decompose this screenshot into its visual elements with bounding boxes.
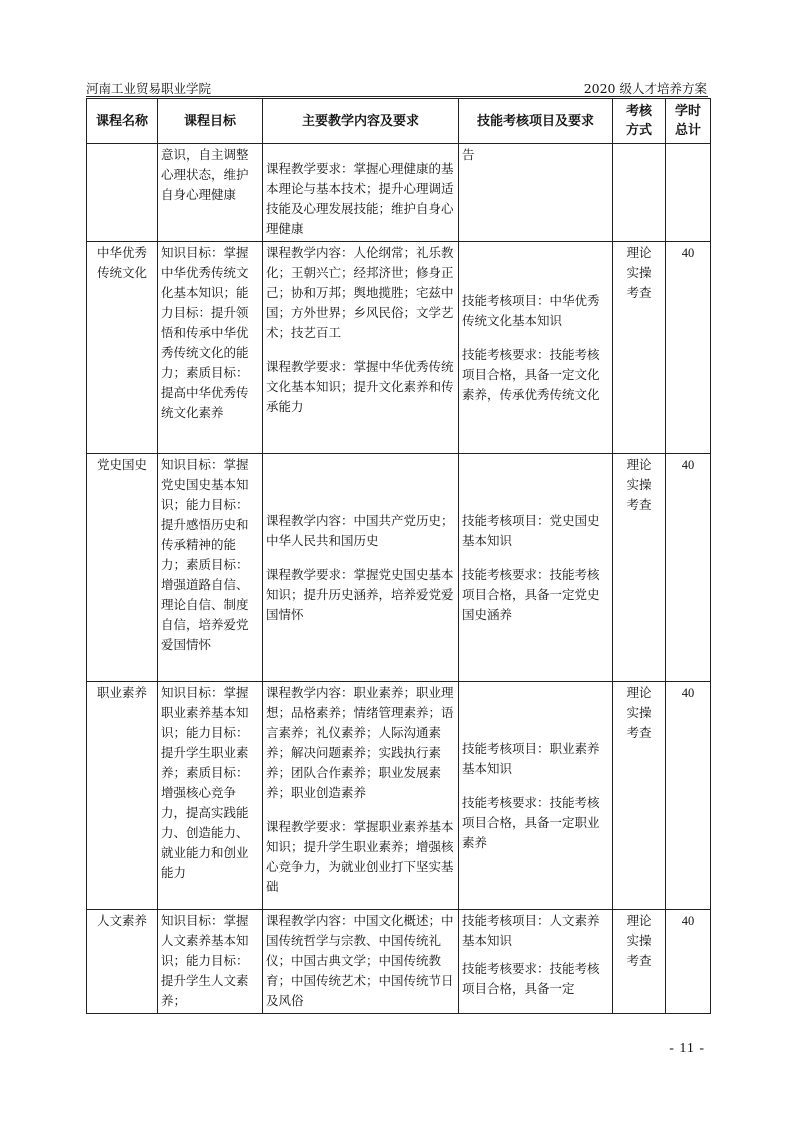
- skill-requirement: 技能考核要求：技能考核项目合格，具备一定党史国史涵养: [462, 566, 600, 622]
- total-hours: 40: [666, 454, 711, 682]
- skill-assessment: [459, 144, 613, 242]
- skill-assessment: [459, 910, 613, 1014]
- course-goal-text: 意识，自主调整心理状态，维护自身心理健康: [161, 147, 249, 202]
- teaching-content: [263, 454, 459, 682]
- teaching-main-content: 课程教学内容：职业素养；职业理想；品格素养；情绪管理素养；语言素养；礼仪素养；人际沟通素养；解决问题素养；实践执行素养；团队合作素养；职业发展素养；职业创造素养: [266, 685, 454, 800]
- skill-requirement: 技能考核要求：技能考核项目合格，具备一定职业素养: [462, 794, 600, 850]
- assessment-method: 理论 实操 考查: [613, 242, 666, 454]
- total-hours: 40: [666, 242, 711, 454]
- header-plan-title: 2020 级人才培养方案: [583, 81, 707, 96]
- teaching-requirement: 课程教学要求：掌握心理健康的基本理论与基本技术；提升心理调适技能及心理发展技能；维护自身心理健康: [266, 161, 454, 236]
- course-goal: 知识目标：掌握人文素养基本知识；能力目标：提升学生人文素养；: [158, 910, 263, 1014]
- assessment-method: [613, 144, 666, 242]
- course-goal: 知识目标：掌握中华优秀传统文化基本知识；能力目标：提升领悟和传承中华优秀传统文化的能力；素质目标：提高中华优秀传统文化素养: [158, 242, 263, 454]
- course-goal: 知识目标：掌握党史国史基本知识；能力目标：提升感悟历史和传承精神的能力；素质目标：增强道路自信、理论自信、制度自信，培养爱党爱国情怀: [158, 454, 263, 682]
- teaching-content: [263, 242, 459, 454]
- skill-assessment: [459, 682, 613, 910]
- total-hours: 40: [666, 910, 711, 1014]
- page-number: - 11 -: [669, 1041, 705, 1056]
- teaching-main-content: 课程教学内容：中国文化概述；中国传统哲学与宗教、中国传统礼仪；中国古典文学；中国传统教育；中国传统艺术；中国传统节日及风俗: [266, 913, 454, 1008]
- assessment-method: 理论 实操 考查: [613, 682, 666, 910]
- assessment-method: 理论 实操 考查: [613, 454, 666, 682]
- table-row: [87, 454, 711, 682]
- total-hours: [666, 144, 711, 242]
- skill-item: 告: [462, 147, 475, 162]
- course-name: 中华优秀 传统文化: [87, 242, 158, 454]
- teaching-main-content: 课程教学内容：人伦纲常；礼乐教化；王朝兴亡；经邦济世；修身正己；协和万邦；舆地揽胜；宅兹中国；方外世界；乡风民俗；文学艺术；技艺百工: [266, 245, 454, 340]
- course-goal: 知识目标：掌握职业素养基本知识；能力目标：提升学生职业素养；素质目标：增强核心竞争力，提高实践能力、创造能力、就业能力和创业能力: [158, 682, 263, 910]
- skill-item: 技能考核项目：人文素养基本知识: [462, 913, 600, 948]
- teaching-requirement: 课程教学要求：掌握中华优秀传统文化基本知识；提升文化素养和传承能力: [266, 359, 454, 414]
- skill-assessment: [459, 454, 613, 682]
- table-header-row: [87, 99, 711, 144]
- col-header-skill-assessment: 技能考核项目及要求: [459, 99, 613, 144]
- col-header-total-hours: 学时 总计: [666, 99, 711, 144]
- col-header-course-goal: 课程目标: [158, 99, 263, 144]
- teaching-content: [263, 682, 459, 910]
- col-header-teaching-content: 主要教学内容及要求: [263, 99, 459, 144]
- skill-item: 技能考核项目：中华优秀传统文化基本知识: [462, 292, 600, 328]
- course-name: [87, 144, 158, 242]
- header-divider: [86, 96, 708, 97]
- course-name: 党史国史: [87, 454, 158, 682]
- course-goal: [158, 144, 263, 242]
- col-header-course-name: 课程名称: [87, 99, 158, 144]
- teaching-requirement: 课程教学要求：掌握党史国史基本知识；提升历史涵养，培养爱党爱国情怀: [266, 566, 454, 622]
- course-name: 职业素养: [87, 682, 158, 910]
- table-row: [87, 910, 711, 1014]
- teaching-content: [263, 910, 459, 1014]
- teaching-requirement: 课程教学要求：掌握职业素养基本知识；提升学生职业素养；增强核心竞争力，为就业创业打下坚实基础: [266, 819, 454, 894]
- course-name: 人文素养: [87, 910, 158, 1014]
- skill-requirement: 技能考核要求：技能考核项目合格，具备一定: [462, 961, 600, 996]
- skill-requirement: 技能考核要求：技能考核项目合格，具备一定文化素养，传承优秀传统文化: [462, 346, 600, 402]
- header-school-name: 河南工业贸易职业学院: [86, 81, 212, 96]
- skill-assessment: [459, 242, 613, 454]
- curriculum-table: [86, 98, 711, 1014]
- skill-item: 技能考核项目：党史国史基本知识: [462, 512, 600, 548]
- table-row: [87, 144, 711, 242]
- table-row: [87, 242, 711, 454]
- table-row: [87, 682, 711, 910]
- assessment-method: 理论 实操 考查: [613, 910, 666, 1014]
- skill-item: 技能考核项目：职业素养基本知识: [462, 740, 600, 776]
- total-hours: 40: [666, 682, 711, 910]
- teaching-content: [263, 144, 459, 242]
- col-header-assessment-method: 考核 方式: [613, 99, 666, 144]
- teaching-main-content: 课程教学内容：中国共产党历史；中华人民共和国历史: [266, 512, 454, 548]
